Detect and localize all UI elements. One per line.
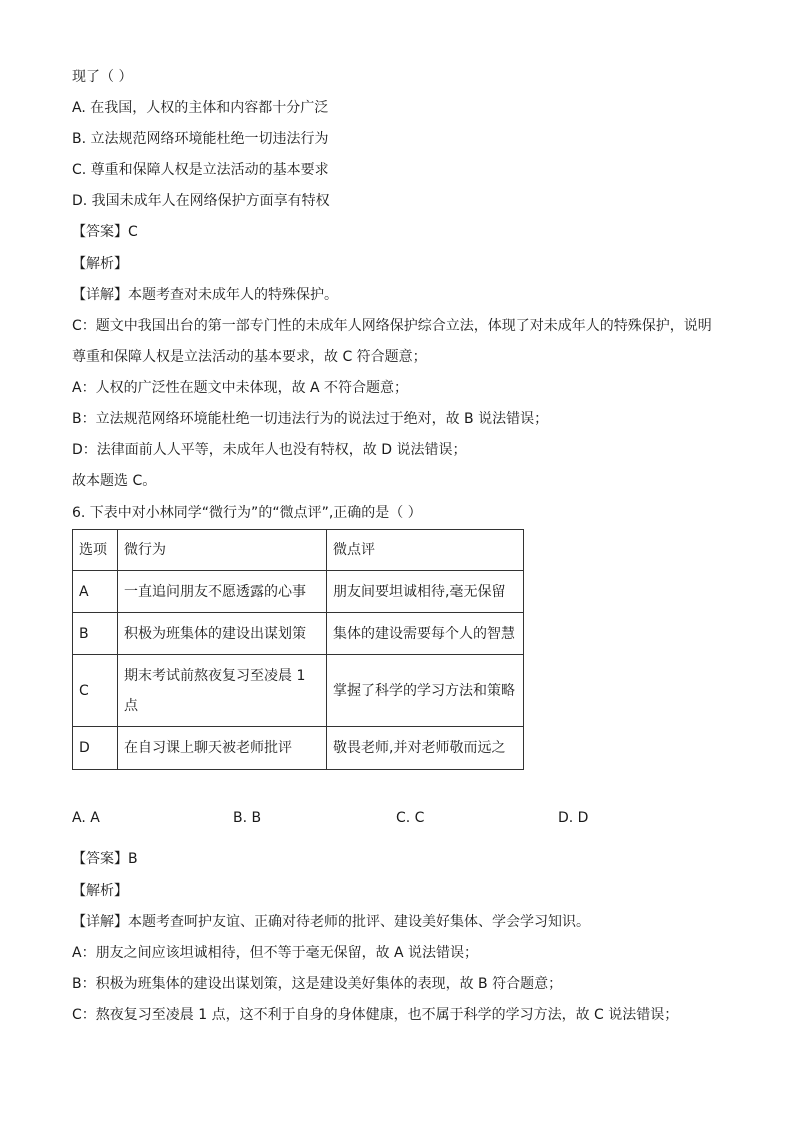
table-header-cell: 微行为 bbox=[118, 530, 327, 571]
q5-analysis-label: 【解析】 bbox=[72, 256, 128, 272]
q5-detail-2: C：题文中我国出台的第一部专门性的未成年人网络保护综合立法，体现了对未成年人的特殊保护，说明 bbox=[72, 318, 712, 334]
q5-option-c: C. 尊重和保障人权是立法活动的基本要求 bbox=[72, 162, 329, 178]
q6-stem: 6. 下表中对小林同学“微行为”的“微点评”,正确的是（ ） bbox=[72, 505, 422, 521]
q5-detail-6: D：法律面前人人平等，未成年人也没有特权，故 D 说法错误； bbox=[72, 442, 467, 458]
table-cell: C bbox=[73, 655, 118, 727]
q6-detail-4: C：熬夜复习至凌晨 1 点，这不利于自身的身体健康，也不属于科学的学习方法，故 C 说法错误； bbox=[72, 1007, 679, 1023]
q5-option-b: B. 立法规范网络环境能杜绝一切违法行为 bbox=[72, 131, 329, 147]
table-cell: 一直追问朋友不愿透露的心事 bbox=[118, 571, 327, 613]
table-cell: 朋友间要坦诚相待,毫无保留 bbox=[327, 571, 524, 613]
q6-table bbox=[72, 529, 524, 770]
table-cell: 期末考试前熬夜复习至凌晨 1 点 bbox=[118, 655, 327, 727]
q6-answer: 【答案】B bbox=[72, 851, 138, 867]
q6-detail-2: A：朋友之间应该坦诚相待，但不等于毫无保留，故 A 说法错误； bbox=[72, 945, 479, 961]
q6-detail-1: 【详解】本题考查呵护友谊、正确对待老师的批评、建设美好集体、学会学习知识。 bbox=[72, 914, 590, 930]
table-header-cell: 微点评 bbox=[327, 530, 524, 571]
q5-answer: 【答案】C bbox=[72, 224, 138, 240]
table-cell: 集体的建设需要每个人的智慧 bbox=[327, 613, 524, 655]
q5-detail-5: B：立法规范网络环境能杜绝一切违法行为的说法过于绝对，故 B 说法错误； bbox=[72, 411, 549, 427]
q5-stem-tail: 现了（ ） bbox=[72, 69, 133, 85]
table-cell: 积极为班集体的建设出谋划策 bbox=[118, 613, 327, 655]
q6-choice-b: B. B bbox=[233, 810, 262, 826]
table-header-row bbox=[73, 530, 524, 571]
q6-detail-3: B：积极为班集体的建设出谋划策，这是建设美好集体的表现，故 B 符合题意； bbox=[72, 976, 563, 992]
table-header-cell: 选项 bbox=[73, 530, 118, 571]
table-row bbox=[73, 613, 524, 655]
table-row bbox=[73, 727, 524, 770]
table-cell: A bbox=[73, 571, 118, 613]
q5-detail-4: A：人权的广泛性在题文中未体现，故 A 不符合题意； bbox=[72, 380, 409, 396]
table-cell: 敬畏老师,并对老师敬而远之 bbox=[327, 727, 524, 770]
table-cell: D bbox=[73, 727, 118, 770]
q6-choice-a: A. A bbox=[72, 810, 100, 826]
table-cell: 在自习课上聊天被老师批评 bbox=[118, 727, 327, 770]
q6-choice-d: D. D bbox=[558, 810, 589, 826]
q5-option-d: D. 我国未成年人在网络保护方面享有特权 bbox=[72, 193, 330, 209]
table-row bbox=[73, 571, 524, 613]
q6-choice-c: C. C bbox=[396, 810, 425, 826]
q5-detail-1: 【详解】本题考查对未成年人的特殊保护。 bbox=[72, 287, 338, 303]
q6-analysis-label: 【解析】 bbox=[72, 883, 128, 899]
q5-detail-7: 故本题选 C。 bbox=[72, 473, 157, 489]
table-cell: 掌握了科学的学习方法和策略 bbox=[327, 655, 524, 727]
table-cell: B bbox=[73, 613, 118, 655]
q5-option-a: A. 在我国，人权的主体和内容都十分广泛 bbox=[72, 100, 329, 116]
table-row bbox=[73, 655, 524, 727]
q5-detail-3: 尊重和保障人权是立法活动的基本要求，故 C 符合题意； bbox=[72, 349, 427, 365]
